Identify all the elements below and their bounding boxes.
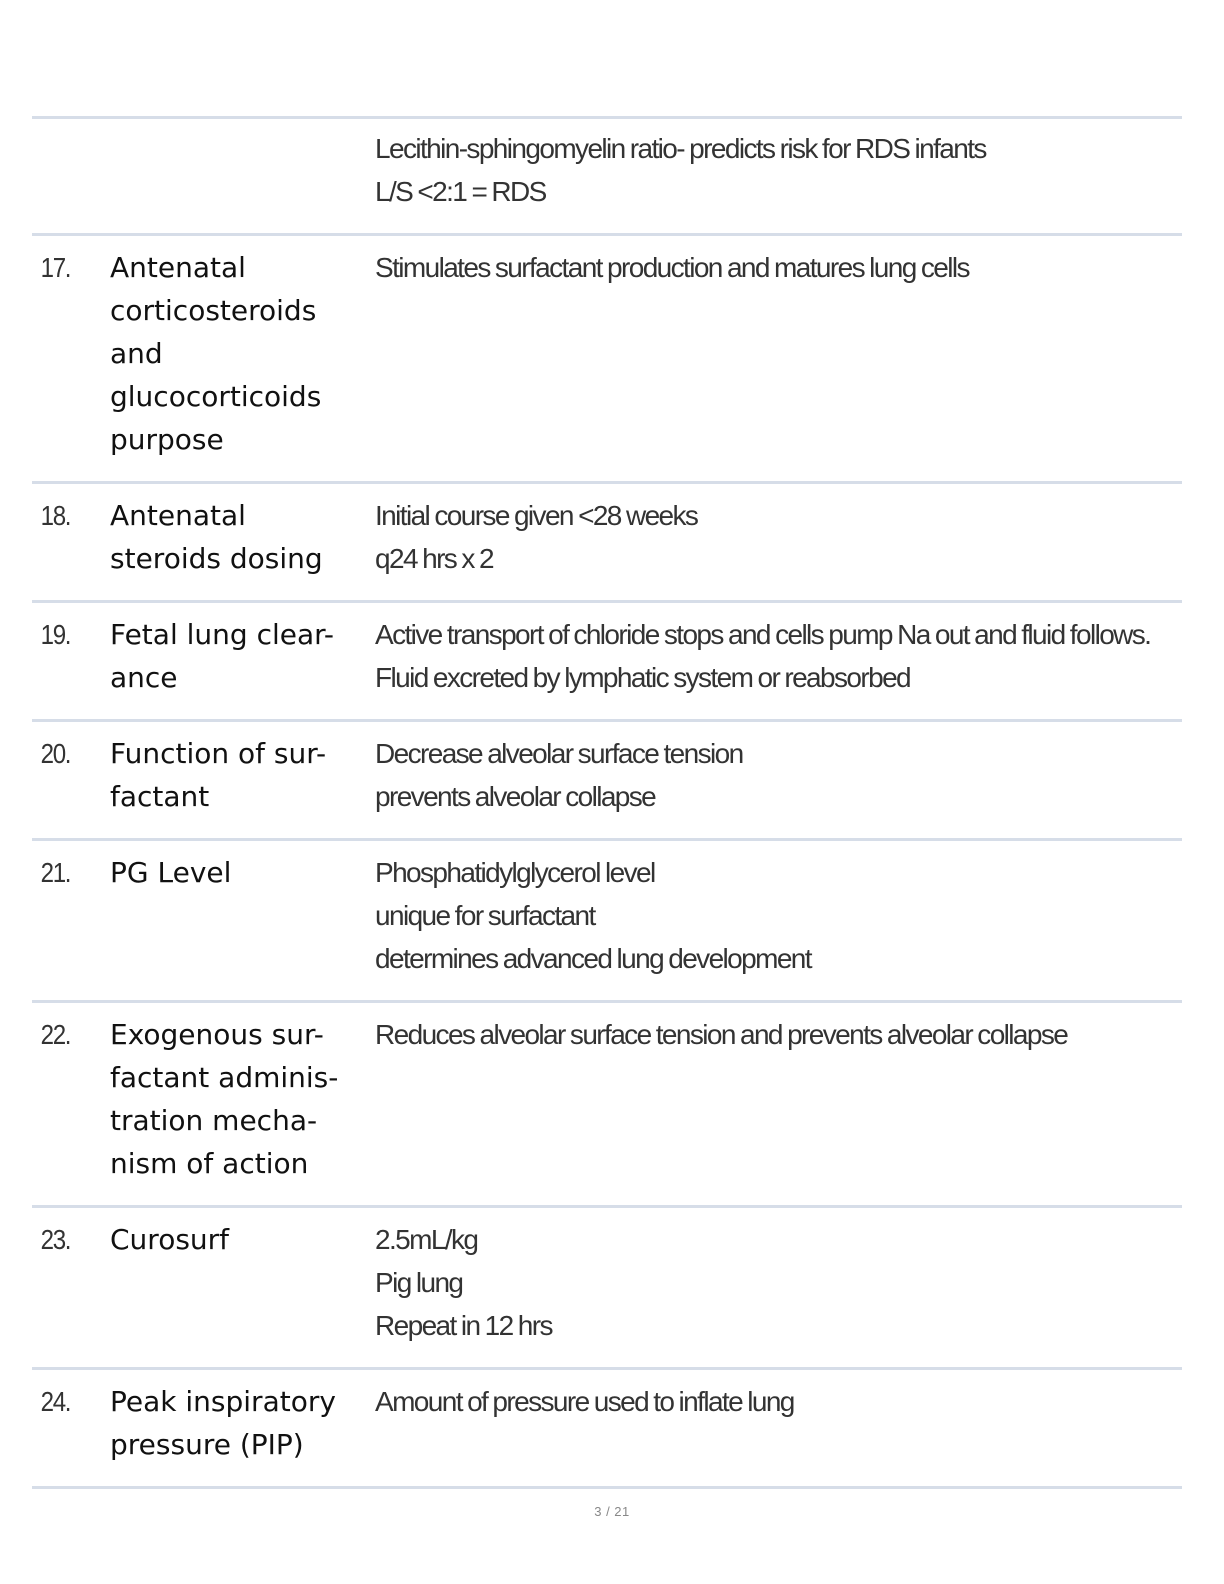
- table-row: [32, 603, 1182, 722]
- row-number: 20.: [40, 738, 71, 769]
- table-row: [32, 236, 1182, 484]
- definition-line: Decrease alveolar surface tension: [375, 738, 743, 769]
- page-indicator: 3 / 21: [594, 1504, 630, 1519]
- definition-line: Phosphatidylglycerol level: [375, 857, 655, 888]
- term-line: Fetal lung clear-: [110, 618, 334, 651]
- term-line: Peak inspiratory: [110, 1385, 336, 1418]
- row-number: 21.: [40, 857, 71, 888]
- definition-line: Lecithin-sphingomyelin ratio- predicts risk for RDS infants: [375, 133, 986, 164]
- row-number: 24.: [40, 1386, 71, 1417]
- term-line: nism of action: [110, 1147, 309, 1180]
- row-number: 23.: [40, 1224, 71, 1255]
- definition-line: Pig lung: [375, 1267, 463, 1298]
- definition-line: Repeat in 12 hrs: [375, 1310, 552, 1341]
- row-definition: [375, 494, 1182, 580]
- row-number: 22.: [40, 1019, 71, 1050]
- table-row: [32, 1003, 1182, 1208]
- row-number: 19.: [40, 619, 71, 650]
- row-number: 17.: [40, 252, 71, 283]
- flashcard-table: [32, 116, 1182, 1489]
- table-row: [32, 841, 1182, 1003]
- table-row: [32, 1370, 1182, 1489]
- row-term: [110, 613, 375, 699]
- table-row: [32, 1208, 1182, 1370]
- definition-line: Active transport of chloride stops and cells pump Na out and fluid follows. Fluid excreted by lymphatic system or reabsorbed: [375, 619, 1151, 693]
- row-term: [110, 732, 375, 818]
- definition-line: Amount of pressure used to inflate lung: [375, 1386, 794, 1417]
- definition-line: unique for surfactant: [375, 900, 595, 931]
- term-line: pressure (PIP): [110, 1428, 304, 1461]
- term-line: tration mecha-: [110, 1104, 318, 1137]
- row-definition: [375, 851, 1182, 980]
- row-number: 18.: [40, 500, 71, 531]
- definition-line: determines advanced lung development: [375, 943, 811, 974]
- row-definition: [375, 1380, 1182, 1466]
- definition-line: 2.5mL/kg: [375, 1224, 478, 1255]
- definition-line: Stimulates surfactant production and matures lung cells: [375, 252, 969, 283]
- row-term: [110, 1013, 375, 1185]
- definition-line: Initial course given <28 weeks: [375, 500, 698, 531]
- term-line: factant adminis-: [110, 1061, 339, 1094]
- row-number: [32, 127, 99, 213]
- table-row: [32, 484, 1182, 603]
- definition-line: q24 hrs x 2: [375, 543, 493, 574]
- row-term: PG Level: [110, 856, 232, 889]
- definition-line: L/S <2:1 = RDS: [375, 176, 546, 207]
- row-term: [110, 1380, 375, 1466]
- table-row: [32, 119, 1182, 236]
- term-line: ance: [110, 661, 178, 694]
- term-line: Exogenous sur-: [110, 1018, 324, 1051]
- row-term: [110, 127, 375, 213]
- row-term: Curosurf: [110, 1223, 230, 1256]
- row-definition: [375, 246, 1182, 461]
- row-definition: [375, 1013, 1182, 1185]
- term-line: Function of sur-: [110, 737, 327, 770]
- row-definition: [375, 732, 1182, 818]
- row-definition: [375, 613, 1182, 699]
- row-term: Antenatal corticosteroids and glucocorticoids purpose: [110, 251, 322, 456]
- row-definition: [375, 1218, 1182, 1347]
- definition-line: prevents alveolar collapse: [375, 781, 656, 812]
- row-definition: [375, 127, 1182, 213]
- definition-line: Reduces alveolar surface tension and prevents alveolar collapse: [375, 1019, 1068, 1050]
- term-line: factant: [110, 780, 210, 813]
- table-row: [32, 722, 1182, 841]
- row-term: Antenatal steroids dosing: [110, 499, 323, 575]
